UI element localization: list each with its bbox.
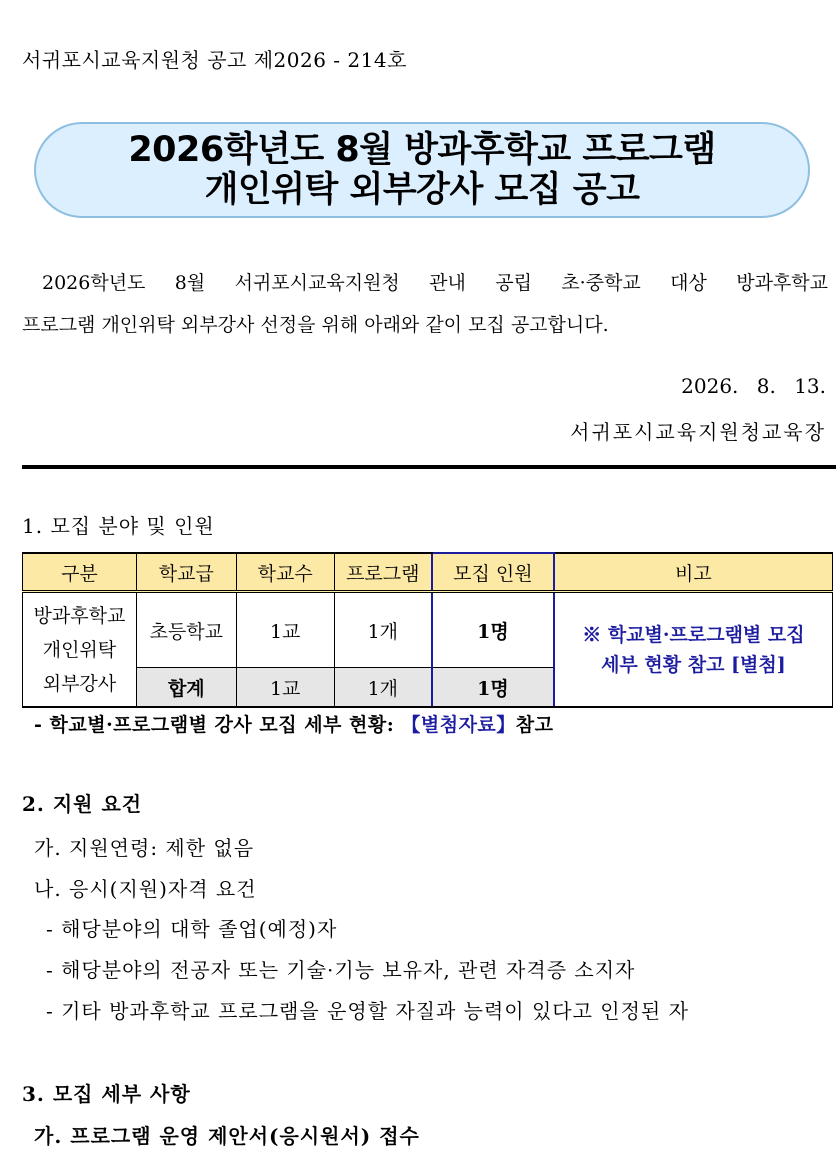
header-school-level: 학교급 — [136, 553, 236, 592]
section-2-heading: 2. 지원 요건 — [22, 792, 143, 816]
notice-number: 서귀포시교육지원청 공고 제2026 - 214호 — [22, 48, 407, 72]
school-level-cell: 초등학교 — [136, 592, 236, 668]
section-1-heading: 1. 모집 분야 및 인원 — [22, 514, 215, 538]
requirement-item: 가. 지원연령: 제한 없음 — [34, 836, 255, 860]
section-3-heading: 3. 모집 세부 사항 — [22, 1082, 191, 1106]
recruitment-table — [22, 552, 833, 708]
header-recruits: 모집 인원 — [432, 553, 554, 592]
table-row — [23, 592, 833, 668]
category-line-2: 개인위탁 — [42, 638, 117, 661]
notice-date: 2026. 8. 13. — [681, 374, 826, 398]
intro-line-1: 2026학년도 8월 서귀포시교육지원청 관내 공립 초·중학교 대상 방과후학교 — [42, 272, 828, 294]
title-banner — [34, 122, 810, 218]
detail-note — [34, 710, 554, 737]
recruit-count-cell: 1명 — [432, 592, 554, 668]
section-3-subheading: 가. 프로그램 운영 제안서(응시원서) 접수 — [34, 1124, 420, 1148]
issuer: 서귀포시교육지원청교육장 — [570, 420, 826, 444]
total-label-cell: 합계 — [136, 668, 236, 708]
divider-line — [22, 465, 836, 469]
title-line-2: 개인위탁 외부강사 모집 공고 — [204, 170, 640, 210]
program-count-cell: 1개 — [334, 592, 432, 668]
header-program: 프로그램 — [334, 553, 432, 592]
header-remark: 비고 — [554, 553, 833, 592]
title-line-1: 2026학년도 8월 방과후학교 프로그램 — [128, 130, 716, 170]
attachment-reference: 【별첨자료】 — [401, 714, 516, 736]
category-line-3: 외부강사 — [42, 672, 117, 695]
intro-line-2: 프로그램 개인위탁 외부강사 선정을 위해 아래와 같이 모집 공고합니다. — [22, 314, 609, 336]
total-program-count-cell: 1개 — [334, 668, 432, 708]
intro-paragraph — [22, 262, 828, 346]
detail-note-prefix: - 학교별·프로그램별 강사 모집 세부 현황: — [34, 714, 402, 736]
remark-line-1: ※ 학교별·프로그램별 모집 — [582, 623, 805, 646]
header-category: 구분 — [23, 553, 137, 592]
total-recruit-count-cell: 1명 — [432, 668, 554, 708]
school-count-cell: 1교 — [236, 592, 334, 668]
category-line-1: 방과후학교 — [33, 604, 126, 627]
remark-line-2: 세부 현황 참고 [별첨] — [601, 653, 786, 676]
requirement-item: - 해당분야의 전공자 또는 기술·기능 보유자, 관련 자격증 소지자 — [46, 958, 636, 982]
requirement-item: 나. 응시(지원)자격 요건 — [34, 877, 257, 901]
category-cell — [23, 592, 137, 708]
header-school-count: 학교수 — [236, 553, 334, 592]
requirement-item: - 기타 방과후학교 프로그램을 운영할 자질과 능력이 있다고 인정된 자 — [46, 999, 689, 1023]
detail-note-suffix: 참고 — [515, 714, 554, 736]
remark-cell — [554, 592, 833, 708]
total-school-count-cell: 1교 — [236, 668, 334, 708]
requirement-item: - 해당분야의 대학 졸업(예정)자 — [46, 917, 338, 941]
table-header-row — [23, 553, 833, 592]
